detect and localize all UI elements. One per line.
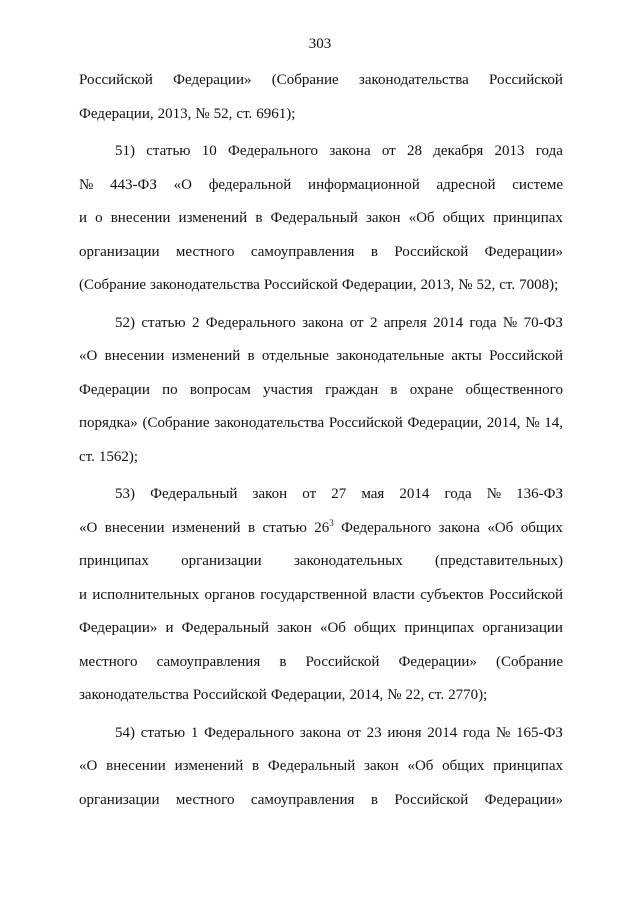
text-line: принципах организации законодательных (представительных)	[79, 553, 563, 569]
paragraph-item-53: 53) Федеральный закон от 27 мая 2014 года № 136-ФЗ	[115, 486, 563, 502]
paragraph-item-51: 51) статью 10 Федерального закона от 28 декабря 2013 года	[115, 143, 563, 159]
text-line: «О внесении изменений в Федеральный закон «Об общих принципах	[79, 758, 563, 774]
superscript: 3	[329, 517, 334, 528]
text-line: порядка» (Собрание законодательства Российской Федерации, 2014, № 14,	[79, 415, 563, 431]
text-line: и о внесении изменений в Федеральный закон «Об общих принципах	[79, 210, 563, 226]
text-line: и исполнительных органов государственной власти субъектов Российской	[79, 586, 563, 603]
text-line: Федерации по вопросам участия граждан в охране общественного	[79, 381, 563, 398]
text-line: Федерации, 2013, № 52, ст. 6961);	[79, 105, 296, 122]
text-line: ст. 1562);	[79, 448, 139, 465]
text-line: № 443-ФЗ «О федеральной информационной адресной системе	[79, 176, 563, 193]
text-line: организации местного самоуправления в Российской Федерации»	[79, 243, 563, 260]
text-line: местного самоуправления в Российской Федерации» (Собрание	[79, 653, 563, 670]
document-text	[79, 72, 563, 825]
page-number: 303	[308, 36, 332, 52]
paragraph-item-54: 54) статью 1 Федерального закона от 23 июня 2014 года № 165-ФЗ	[115, 724, 563, 741]
text-line: «О внесении изменений в отдельные законодательные акты Российской	[79, 348, 563, 364]
text-line: «О внесении изменений в статью $26^3$ Федерального закона «Об общих	[79, 517, 563, 536]
text-line: организации местного самоуправления в Российской Федерации»	[79, 791, 563, 808]
text-line: законодательства Российской Федерации, 2014, № 22, ст. 2770);	[79, 687, 488, 703]
text-line: Российской Федерации» (Собрание законодательства Российской	[79, 72, 563, 88]
paragraph-item-52: 52) статью 2 Федерального закона от 2 апреля 2014 года № 70-ФЗ	[115, 314, 563, 331]
text-line: (Собрание законодательства Российской Федерации, 2013, № 52, ст. 7008);	[79, 277, 559, 293]
text-line: Федерации» и Федеральный закон «Об общих принципах организации	[79, 620, 563, 636]
